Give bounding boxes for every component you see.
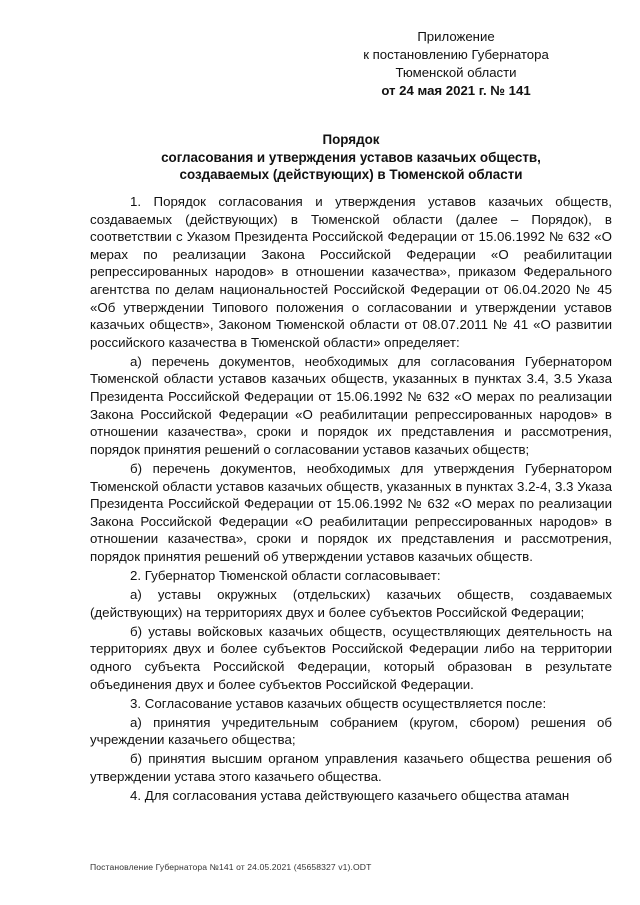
appendix-date-number: от 24 мая 2021 г. № 141 bbox=[381, 83, 531, 98]
appendix-label: Приложение bbox=[417, 29, 495, 44]
title-line-2: согласования и утверждения уставов казачьих обществ, bbox=[161, 149, 541, 165]
appendix-region: Тюменской области bbox=[395, 65, 517, 80]
paragraph-2: 2. Губернатор Тюменской области согласовывает: bbox=[130, 567, 441, 583]
paragraph-3a: а) принятия учредительным собранием (кругом, сбором) решения об учреждении казачьего общества; bbox=[90, 714, 612, 748]
paragraph-1b: б) перечень документов, необходимых для утверждения Губернатором Тюменской области уставов казачьих обществ, указанных в пунктах 3.2-4, 3.3 Указа Президента Российской Федерации от 15.06.1992 № 632 «О мерах по реализации Закона Российской Федерации «О реабилитации репрессированных народов» в отношении казачества», сроки и порядок их представления и рассмотрения, порядок принятия решений об утверждении уставов казачьих обществ. bbox=[90, 460, 612, 564]
title-line-1: Порядок bbox=[322, 132, 380, 147]
paragraph-2a: а) уставы окружных (отдельских) казачьих обществ, создаваемых (действующих) на территориях двух и более субъектов Российской Федерации; bbox=[90, 587, 612, 620]
paragraph-4: 4. Для согласования устава действующего казачьего общества атаман bbox=[130, 788, 570, 804]
paragraph-1: 1. Порядок согласования и утверждения уставов казачьих обществ, создаваемых (действующих) в Тюменской области (далее – Порядок), в соответствии с Указом Президента Российской Федерации от 15.06.1992 № 632 «О мерах по реализации Закона Российской Федерации «О реабилитации репрессированных народов» в отношении казачества», приказом Федерального агентства по делам национальностей Российской Федерации от 06.04.2020 № 45 «Об утверждении Типового положения о согласовании и утверждении уставов казачьих обществ», Законом Тюменской области от 08.07.2011 № 41 «О развитии российского казачества в Тюменской области» определяет: bbox=[90, 194, 612, 350]
document-title bbox=[90, 131, 612, 184]
appendix-decree-ref: к постановлению Губернатора bbox=[363, 47, 549, 62]
appendix-header bbox=[326, 28, 586, 100]
paragraph-3b: б) принятия высшим органом управления казачьего общества решения об утверждении устава этого казачьего общества. bbox=[90, 751, 612, 784]
title-line-3: создаваемых (действующих) в Тюменской области bbox=[179, 167, 523, 182]
paragraph-3: 3. Согласование уставов казачьих обществ осуществляется после: bbox=[130, 695, 547, 711]
document-body bbox=[90, 193, 612, 806]
paragraph-1a: а) перечень документов, необходимых для согласования Губернатором Тюменской области уставов казачьих обществ, указанных в пунктах 3.4, 3.5 Указа Президента Российской Федерации от 15.06.1992 № 632 «О мерах по реализации Закона Российской Федерации «О реабилитации репрессированных народов» в отношении казачества», сроки и порядок их представления и рассмотрения, порядок принятия решений о согласовании уставов казачьих обществ; bbox=[90, 353, 612, 457]
paragraph-2b: б) уставы войсковых казачьих обществ, осуществляющих деятельность на территориях двух и более субъектов Российской Федерации либо на территории одного субъекта Российской Федерации, который образован в результате объединения двух и более субъектов Российской Федерации. bbox=[90, 623, 612, 692]
page-footer: Постановление Губернатора №141 от 24.05.2021 (45658327 v1).ODT bbox=[90, 862, 372, 872]
